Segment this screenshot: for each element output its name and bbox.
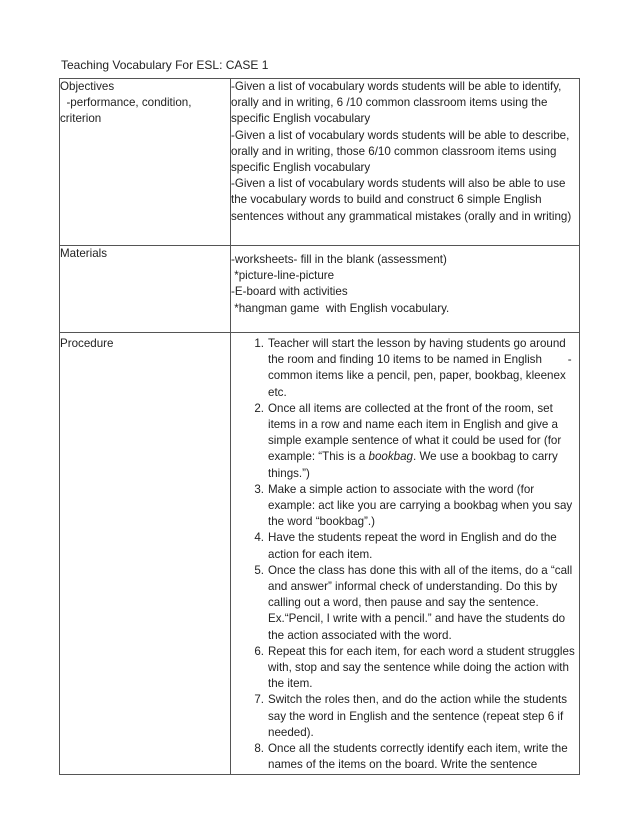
step-text: -common items like a pencil, pen, paper, bookbag, kleenex etc. bbox=[268, 353, 572, 399]
step-text: Switch the roles then, and do the action while the students say the word in English and the sentence (repeat step 6 if needed). bbox=[268, 693, 568, 739]
objectives-label-line: criterion bbox=[60, 112, 102, 126]
step-gap bbox=[542, 353, 568, 366]
step-text: Make a simple action to associate with the word (for example: act like you are carrying a bookbag when you say the word “bookbag”.) bbox=[268, 482, 573, 529]
objective-paragraph: -Given a list of vocabulary words students will also be able to use the vocabulary words to build and construct 6 simple English sentences without any grammatical mistakes (orally and in writing) bbox=[231, 177, 572, 223]
lesson-plan-table bbox=[59, 78, 580, 775]
materials-label: Materials bbox=[60, 247, 108, 260]
objectives-label-line: Objectives bbox=[60, 80, 115, 93]
objectives-label-line: -performance, condition, bbox=[60, 96, 192, 110]
objectives-row bbox=[60, 79, 580, 246]
step-text: Repeat this for each item, for each word a student struggles with, stop and say the sentence while doing the action with the item. bbox=[268, 644, 575, 691]
objective-paragraph: -Given a list of vocabulary words students will be able to describe, orally and in writing, those 6/10 common classroom items using specific English vocabulary bbox=[231, 128, 570, 175]
procedure-step bbox=[254, 741, 579, 773]
objectives-label-cell bbox=[60, 79, 231, 246]
procedure-step bbox=[254, 644, 579, 693]
procedure-step bbox=[254, 563, 579, 644]
step-text: Once all the students correctly identify each item, write the names of the items on the board. Write the sentence bbox=[268, 742, 568, 772]
procedure-content-cell bbox=[231, 333, 580, 775]
step-number: 2. bbox=[254, 401, 264, 415]
procedure-steps bbox=[231, 336, 579, 773]
step-number: 1. bbox=[254, 337, 264, 350]
step-text: . We use a bookbag to carry things.”) bbox=[268, 450, 558, 480]
objective-paragraph: -Given a list of vocabulary words students will be able to identify, orally and in writing, 6 /10 common classroom items using the specific English vocabulary bbox=[231, 80, 562, 126]
procedure-label: Procedure bbox=[60, 337, 114, 350]
step-number: 6. bbox=[254, 644, 264, 658]
step-text: Once all items are collected at the front of the room, set items in a row and name each item in English and give a simple example sentence of what it could be used for (for example: “This is a bbox=[268, 401, 562, 464]
procedure-step bbox=[254, 401, 579, 482]
step-text: Once the class has done this with all of the items, do a “call and answer” informal check of understanding. Do this by calling out a word, then pause and say the sentence. Ex.“Pencil, I write with a pencil.” and have the students do the action associated with the word. bbox=[268, 563, 573, 642]
materials-content-cell bbox=[231, 246, 580, 333]
procedure-step bbox=[254, 692, 579, 741]
procedure-row bbox=[60, 333, 580, 775]
procedure-step bbox=[254, 336, 579, 401]
materials-row bbox=[60, 246, 580, 333]
step-number: 5. bbox=[254, 563, 264, 577]
document-title: Teaching Vocabulary For ESL: CASE 1 bbox=[61, 58, 269, 72]
material-item: -E-board with activities bbox=[231, 285, 348, 299]
step-text: Teacher will start the lesson by having students go around the room and finding 10 items to be named in English bbox=[268, 337, 566, 367]
step-text: Have the students repeat the word in English and do the action for each item. bbox=[268, 531, 557, 561]
objectives-content-cell bbox=[231, 79, 580, 246]
material-item: -worksheets- fill in the blank (assessment) bbox=[231, 253, 447, 266]
step-emphasis: bookbag bbox=[368, 450, 413, 464]
materials-label-cell bbox=[60, 246, 231, 333]
procedure-step bbox=[254, 482, 579, 531]
step-number: 7. bbox=[254, 693, 264, 707]
step-number: 4. bbox=[254, 531, 264, 545]
step-number: 8. bbox=[254, 742, 264, 756]
material-item: *picture-line-picture bbox=[231, 269, 335, 283]
procedure-step bbox=[254, 530, 579, 562]
material-item: *hangman game with English vocabulary. bbox=[231, 301, 450, 315]
step-number: 3. bbox=[254, 482, 264, 496]
procedure-label-cell bbox=[60, 333, 231, 775]
